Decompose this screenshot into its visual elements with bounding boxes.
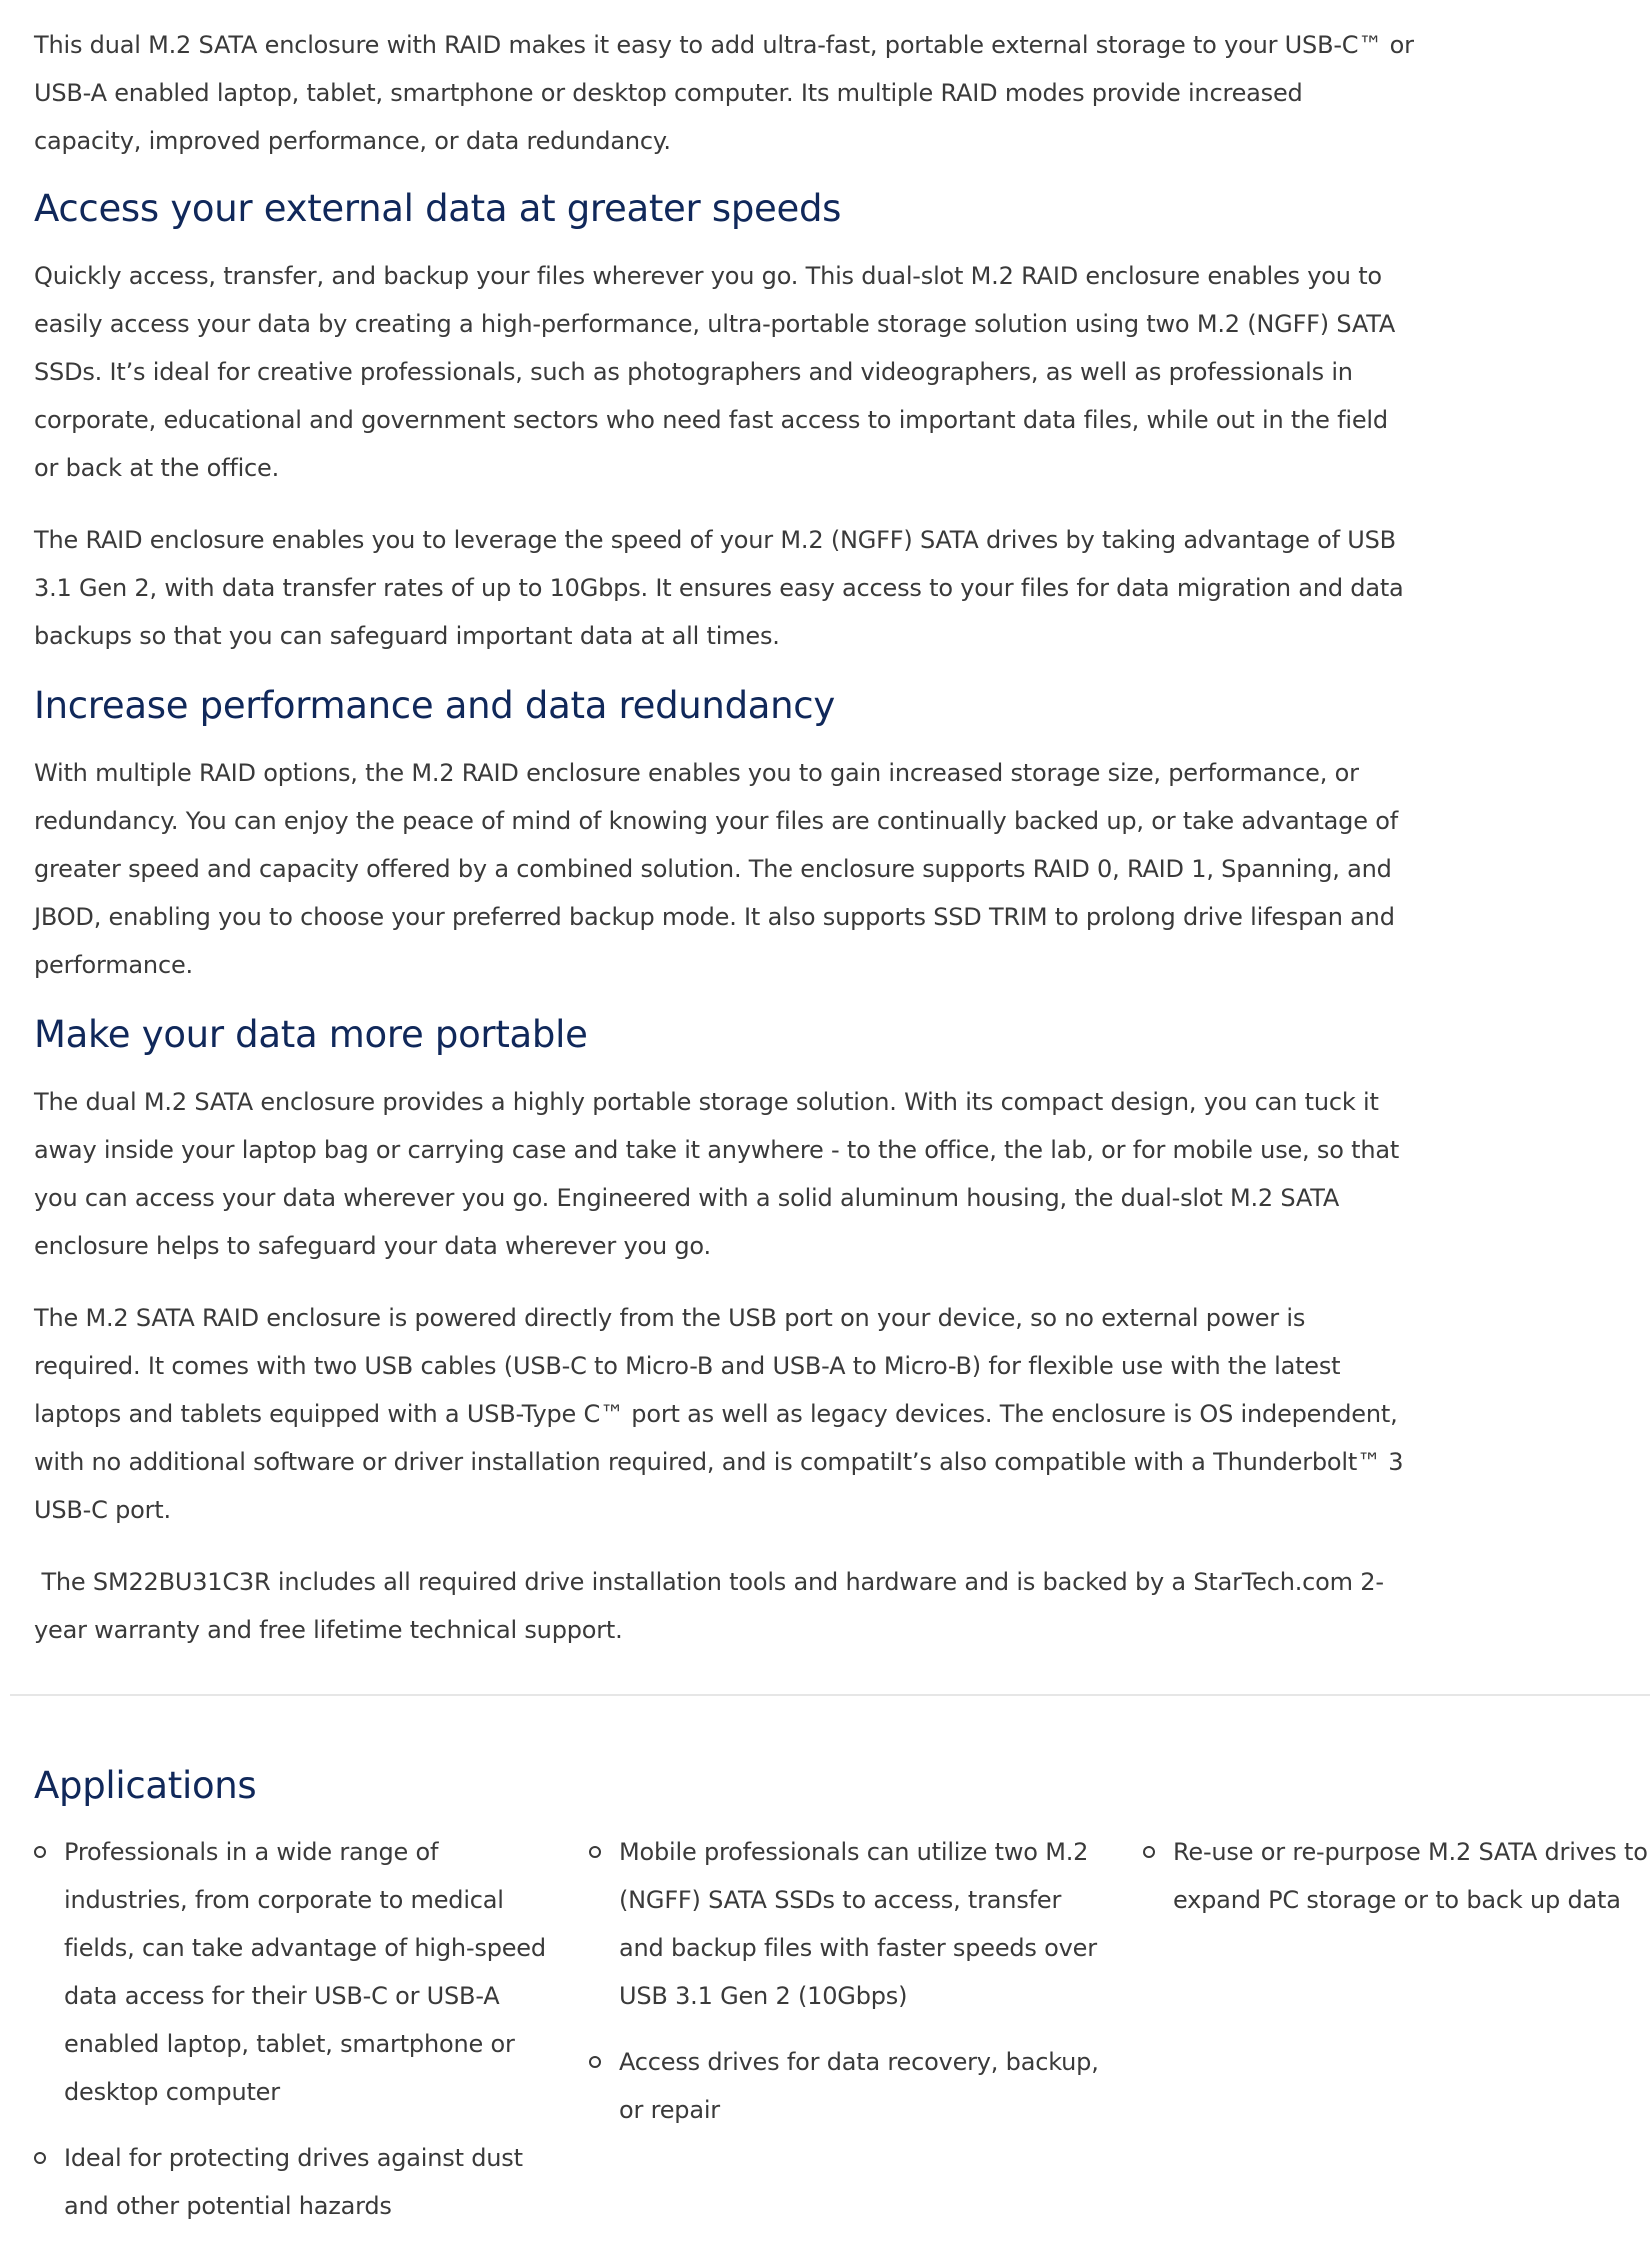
section-divider [10, 1694, 1650, 1696]
section-paragraph: The M.2 SATA RAID enclosure is powered directly from the USB port on your device, so no external power is required. It comes with two USB cables (USB-C to Micro-B and USB-A to Micro-B) for flexible use with the latest laptops and tablets equipped with a USB-Type C™ port as well as legacy devices. The enclosure is OS independent, with no additional software or driver installation required, and is compatiIt’s also compatible with a Thunderbolt™ 3 USB-C port. [34, 1304, 1404, 1524]
list-item [34, 2134, 554, 2230]
list-item-text: Professionals in a wide range of industries, from corporate to medical fields, can take advantage of high-speed data access for their USB-C or USB-A enabled laptop, tablet, smartphone or desktop computer [64, 1838, 546, 2106]
intro-paragraph: This dual M.2 SATA enclosure with RAID makes it easy to add ultra-fast, portable external storage to your USB-C™ or USB-A enabled laptop, tablet, smartphone or desktop computer. Its multiple RAID modes provide increased capacity, improved performance, or data redundancy. [34, 31, 1414, 155]
bullet-circle-icon [34, 1846, 46, 1858]
section-paragraph: The dual M.2 SATA enclosure provides a highly portable storage solution. With its compact design, you can tuck it away inside your laptop bag or carrying case and take it anywhere - to the office, the lab, or for mobile use, so that you can access your data wherever you go. Engineered with a solid aluminum housing, the dual-slot M.2 SATA enclosure helps to safeguard your data wherever you go. [34, 1088, 1400, 1260]
list-item-text: Access drives for data recovery, backup, or repair [619, 2048, 1099, 2124]
product-description [34, 0, 1414, 1654]
list-item-text: Ideal for protecting drives against dust and other potential hazards [64, 2144, 523, 2220]
list-item-text: Re-use or re-purpose M.2 SATA drives to expand PC storage or to back up data [1173, 1838, 1648, 1914]
applications-column [1143, 1828, 1650, 1942]
list-item [34, 1828, 554, 2116]
list-item [1143, 1828, 1650, 1924]
section-paragraph: The SM22BU31C3R includes all required drive installation tools and hardware and is backed by a StarTech.com 2-year warranty and free lifetime technical support. [34, 1568, 1384, 1644]
bullet-circle-icon [589, 1846, 601, 1858]
bullet-circle-icon [589, 2056, 601, 2068]
applications-heading: Applications [34, 1764, 257, 1807]
list-item [589, 1828, 1109, 2020]
section-heading-portable: Make your data more portable [34, 1013, 588, 1056]
section-paragraph: With multiple RAID options, the M.2 RAID enclosure enables you to gain increased storage size, performance, or redundancy. You can enjoy the peace of mind of knowing your files are continually backed up, or take advantage of greater speed and capacity offered by a combined solution. The enclosure supports RAID 0, RAID 1, Spanning, and JBOD, enabling you to choose your preferred backup mode. It also supports SSD TRIM to prolong drive lifespan and performance. [34, 759, 1398, 979]
list-item [589, 2038, 1109, 2134]
applications-column [589, 1828, 1109, 2152]
bullet-circle-icon [1143, 1846, 1155, 1858]
applications-section [34, 1756, 1650, 2220]
list-item-text: Mobile professionals can utilize two M.2 (NGFF) SATA SSDs to access, transfer and backup files with faster speeds over USB 3.1 Gen 2 (10Gbps) [619, 1838, 1097, 2010]
section-paragraph: Quickly access, transfer, and backup your files wherever you go. This dual-slot M.2 RAID enclosure enables you to easily access your data by creating a high-performance, ultra-portable storage solution using two M.2 (NGFF) SATA SSDs. It’s ideal for creative professionals, such as photographers and videographers, as well as professionals in corporate, educational and government sectors who need fast access to important data files, while out in the field or back at the office. [34, 262, 1396, 482]
section-paragraph: The RAID enclosure enables you to leverage the speed of your M.2 (NGFF) SATA drives by taking advantage of USB 3.1 Gen 2, with data transfer rates of up to 10Gbps. It ensures easy access to your files for data migration and data backups so that you can safeguard important data at all times. [34, 526, 1404, 650]
bullet-circle-icon [34, 2152, 46, 2164]
section-heading-redundancy: Increase performance and data redundancy [34, 684, 835, 727]
applications-column [34, 1828, 554, 2248]
section-heading-speeds: Access your external data at greater speeds [34, 187, 842, 230]
